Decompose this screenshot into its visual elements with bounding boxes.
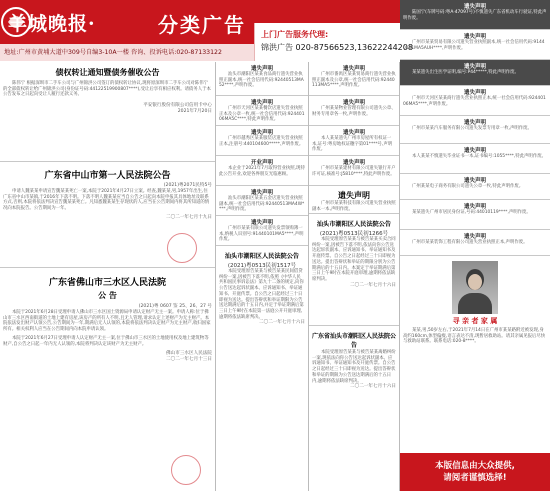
column-3-lost-title: 遗失声明 xyxy=(338,191,370,200)
court-seal-icon xyxy=(167,233,197,263)
lost-notice-body: 汕头市潮阳区某某五金店遗失营业执照副本,统一社会信用代码:92440513MA4W****,声明作废。 xyxy=(219,196,305,213)
missing-person-photo xyxy=(452,261,498,314)
zhongshan-court-notice xyxy=(0,162,215,268)
debt-notice-date: 2021年7月20日 xyxy=(177,109,212,115)
lost-notice-body: 广州市某某汽车服务有限公司遗失发票专用章一枚,声明作废。 xyxy=(412,126,532,131)
agent-panel xyxy=(254,23,413,61)
zhongshan-court-date: 二〇二一年七月十九日 xyxy=(166,214,212,220)
lost-notice xyxy=(216,62,308,96)
shantou-court-3-title: 广东省汕头市潮阳区人民法院公告 xyxy=(312,333,397,349)
debt-notice-signature: 平安银行股份有限公司信用卡中心 xyxy=(143,103,212,109)
lost-notice-title: 遗失声明 xyxy=(342,160,365,166)
lost-notice-title: 遗失声明 xyxy=(250,130,273,136)
lost-notice-title: 遗失声明 xyxy=(250,100,273,106)
missing-person-body: 某某,男,50岁左右,于2021年7月14日在广州市某某路附近被发现,身高约160cm,体型偏瘦,语言表达不清,现暂居救助站。请其亲属见报后尽快与救助站联系。联系电话:020-8****。 xyxy=(403,328,546,345)
shantou-court-notice-1 xyxy=(216,246,308,328)
lost-notice xyxy=(309,96,399,126)
lost-notice-body: 广州市某某有限公司遗失发票领购簿一本,纳税人识别号:91440101MA5****,声明作废。 xyxy=(219,226,304,243)
agent-title: 上门广告服务代理: xyxy=(261,30,329,39)
foshan-court-body: 本院于2021年6月28日受理申请人佛山市三水区国土资源局申请认定财产无主一案。申请人称:位于佛山市三水区西南街道的土地上建有房屋,该房产的所有人不明,且无人管理,请求认定上述财产为无主财产。本院依法发出财产认领公告,公告期间为一年,期满后无人认领的,本院将依法判决认定财产为无主财产,收归国家所有。相关权利人应当在公告期间内向本院申请认领。 xyxy=(3,310,211,333)
lost-notice-body: 汕头市潮阳区某某食品商行遗失营业执照正副本,统一社会信用代码:92440513MA52****,声明作废。 xyxy=(219,72,304,89)
column-4-notices xyxy=(400,0,550,256)
disclaimer-banner xyxy=(400,453,550,491)
section-title: 分类广告 xyxy=(158,13,246,37)
lost-notice-title: 开业声明 xyxy=(250,160,273,166)
lost-notice-body: 某某遗失出生医学证明,编号:P44*****,特此声明作废。 xyxy=(412,70,519,75)
column-2 xyxy=(216,62,309,491)
lost-notice-title: 遗失声明 xyxy=(463,34,486,40)
foshan-court-subtitle: 公 告 xyxy=(98,291,117,300)
lost-notice xyxy=(309,126,399,156)
debt-notice-body: 陈伟宁 根据深圳市二手车公司与广州锦洪公司签订的债权转让协议,现将原深圳市二手车公司对陈伟宁的全部债权转让给广州锦洪公司(身份证号码:44122519900807****),受让后享有相应权利。请债务人于本公告发布之日起向受让人履行还款义务。 xyxy=(3,81,211,98)
lost-notice-title: 遗失声明 xyxy=(463,64,486,70)
lost-notice-body: 广州某某物业管理有限公司遗失公章、财务专用章各一枚,声明作废。 xyxy=(312,106,396,117)
lost-notice-body: 本人某某不慎遗失毕业证书一本,证书编号:1055****,特此声明作废。 xyxy=(412,154,546,159)
office-address: 地址:广州市黄埔大道中309号自编3-10A一楼 咨询、投诉电话:020-87133122 xyxy=(0,44,254,61)
lost-notice xyxy=(400,0,550,30)
missing-person-notice xyxy=(400,256,550,398)
lost-notice xyxy=(400,230,550,256)
lost-notice-title: 遗失声明 xyxy=(342,100,365,106)
lost-notice-body: 广州某某电子商务有限公司遗失公章一枚,特此声明作废。 xyxy=(412,184,524,189)
lost-notice xyxy=(216,216,308,246)
zhongshan-court-body: 申请人魏某某申请宣告魏某某死亡一案,本院于2021年4月27日立案。经查,魏某某,男,1957年出生,住广东省中山市某镇,于2016年下落不明。下落不明人魏某某应当自公告之日起向本院申报其具体地址及联系方式,否则,本院将依法判决宣告魏某某死亡。凡知悉魏某某生存现状的人,应当在公告期间内将其所知道的情况向本院报告。公告期间为一年。 xyxy=(3,189,210,212)
disclaimer-line-2: 请阅者谨慎选择! xyxy=(443,473,507,483)
shantou-court-1-date: 二〇二一年七月十六日 xyxy=(259,320,305,326)
shantou-court-notice-3 xyxy=(309,326,399,392)
zhongshan-court-title: 广东省中山市第一人民法院公告 xyxy=(44,171,171,181)
lost-notice xyxy=(400,116,550,144)
foshan-court-title: 广东省佛山市三水区人民法院 xyxy=(48,278,166,288)
foshan-court-case: (2021)粤 0607 鉴 25、26、27 号 xyxy=(138,304,212,309)
lost-notice xyxy=(400,60,550,86)
lost-notice-title: 遗失声明 xyxy=(463,148,486,154)
zhongshan-court-case: (2021)粤2071民特5号 xyxy=(163,183,212,188)
column-3-lost-body: 广州市某某科技有限公司遗失营业执照副本一本,声明作废。 xyxy=(312,201,396,212)
lost-notice-body: 广州市番禺区某某贸易商行遗失营业执照正副本及公章,统一社会信用代码:92440113MA5****,声明作废。 xyxy=(312,72,396,89)
lost-notice-title: 遗失声明 xyxy=(342,130,365,136)
column-3-lost-notice xyxy=(309,186,399,214)
lost-notice-body: 某某遗失广州市居民身份证,号码:44010119****,声明作废。 xyxy=(412,210,531,215)
column-1 xyxy=(0,62,216,491)
lost-notice-title: 遗失声明 xyxy=(463,204,486,210)
lost-notice-body: 本企业于2021年7月取得营业执照,现特此公告开业,欢迎各界朋友光临惠顾。 xyxy=(219,166,305,177)
debt-notice xyxy=(0,62,215,162)
lost-notice xyxy=(216,126,308,156)
agent-contact: 锦洪广告 020-87566523,13622244208 xyxy=(261,43,413,52)
newspaper-logo: 羊城晚报· xyxy=(8,13,96,35)
lost-notice xyxy=(400,200,550,230)
debt-notice-title: 债权转让通知暨债务催收公告 xyxy=(55,68,160,77)
lost-notice xyxy=(216,156,308,186)
column-3 xyxy=(309,62,400,491)
foshan-court-date: 二〇二一年七月十三日 xyxy=(166,357,212,363)
lost-notice xyxy=(309,156,399,186)
column-4 xyxy=(400,0,550,491)
lost-notice-title: 遗失声明 xyxy=(463,234,486,240)
lost-notice xyxy=(400,86,550,116)
shantou-court-1-title: 汕头市潮阳区人民法院公告 xyxy=(224,253,300,260)
shantou-court-1-case: (2021)粤0513民初1517号 xyxy=(227,263,297,269)
foshan-court-notice xyxy=(0,268,215,491)
shantou-court-3-date: 二〇二一年七月十六日 xyxy=(350,384,396,390)
shantou-court-1-body: 本院受理原告某某与被告某某民间借贷纠纷一案,因被告下落不明,依照《中华人民共和国民事诉讼法》第九十二条的规定,向你公告送达起诉状副本、应诉通知书、举证通知书、开庭传票。自公告之日起经过三十日即视为送达。提出答辩状和举证期限为公告送达期满后的十五日内,并定于举证期满后第三日上午9时在本院第一法庭公开开庭审理,逾期将依法缺席判决。 xyxy=(219,269,304,320)
disclaimer-line-1: 本版信息由大众提供, xyxy=(435,461,515,471)
shantou-court-2-title: 汕头市潮阳区人民法院公告 xyxy=(316,221,392,228)
shantou-court-2-case: (2021)粤0513民初1266号 xyxy=(319,231,389,237)
shantou-court-3-body: 本院受理原告某某与被告某某离婚纠纷一案,现依法向你公告送达起诉状副本、应诉通知书、举证通知书及开庭传票。自公告之日起经过三十日即视为送达。提出答辩状和举证的期限为公告送达期满后的十五日内,逾期将依法缺席判决。 xyxy=(312,350,396,384)
lost-notice-body: 广州市天河区某某商行遗失营业执照正本,统一社会信用代码:92440106MA5****,声明作废。 xyxy=(403,96,546,107)
missing-person-title: 寻 亲 者 家 属 xyxy=(452,317,498,325)
court-seal-icon xyxy=(171,455,201,485)
shantou-court-2-body: 本院受理原告某某与被告某某买卖合同纠纷一案,因被告下落不明,依法向你公告送达起诉状副本、应诉通知书、举证通知书及开庭传票。自公告之日起经过三十日即视为送达。提出答辩状和举证的期限分别为公告期满后的十五日内。本案定于举证期满后第三日上午9时在本院开庭审理,逾期将依法缺席判决。 xyxy=(312,237,396,282)
lost-notice-body: 陆国宁(车牌号码:粤A·47097号)不慎遗失广东省机动车行驶证,特此声明作废。 xyxy=(403,10,547,21)
lost-notice xyxy=(309,62,399,96)
lost-notice xyxy=(400,174,550,200)
lost-notice-body: 广州市天河区某某餐饮店遗失营业执照正本及公章一枚,统一社会信用代码:92440106MA5C****,特此声明作废。 xyxy=(219,106,305,123)
lost-notice-body: 广州市某某贸易有限公司遗失营业执照副本,统一社会信用代码:91440101MA5AUH****,声明作废。 xyxy=(403,40,545,51)
lost-notice-body: 广州市越秀区某某服装店遗失营业执照正本,注册号:440104600*****,声明作废。 xyxy=(219,136,304,147)
lost-notice xyxy=(400,144,550,174)
foshan-court-body-2: 本院于2021年6月27日受理申请人认定财产无主一案,位于佛山市三水区的土地使用权及地上建筑物等财产,自公告之日起一年内无人认领的,本院将判决认定该财产为无主财产。 xyxy=(3,335,209,347)
lost-notice-title: 遗失声明 xyxy=(463,178,486,184)
shantou-court-2-date: 二〇二一年七月十六日 xyxy=(350,282,396,288)
lost-notice-title: 遗失声明 xyxy=(463,90,486,96)
lost-notice-body: 本人某某遗失广州市房屋所有权证一本,证号:粤房地权证穗字第01****号,声明作废。 xyxy=(312,136,393,153)
lost-notice-title: 遗失声明 xyxy=(463,120,486,126)
lost-notice-title: 遗失声明 xyxy=(342,66,365,72)
lost-notice xyxy=(216,186,308,216)
lost-notice-title: 遗失声明 xyxy=(250,220,273,226)
lost-notice-title: 遗失声明 xyxy=(463,4,486,10)
lost-notice xyxy=(216,96,308,126)
lost-notice-body: 广州市某某装饰工程有限公司遗失营业执照正本,声明作废。 xyxy=(412,240,528,245)
lost-notice xyxy=(400,30,550,60)
foshan-court-signature: 佛山市三水区人民法院 xyxy=(166,351,212,357)
lost-notice-title: 遗失声明 xyxy=(250,190,273,196)
lost-notice-title: 遗失声明 xyxy=(250,66,273,72)
column-3-notices xyxy=(309,62,399,186)
shantou-court-notice-2 xyxy=(309,214,399,326)
lost-notice-body: 广州市某某建材有限公司遗失银行开户许可证,核准号:J5810****,特此声明作废。 xyxy=(312,166,396,177)
column-2-notices xyxy=(216,62,308,246)
